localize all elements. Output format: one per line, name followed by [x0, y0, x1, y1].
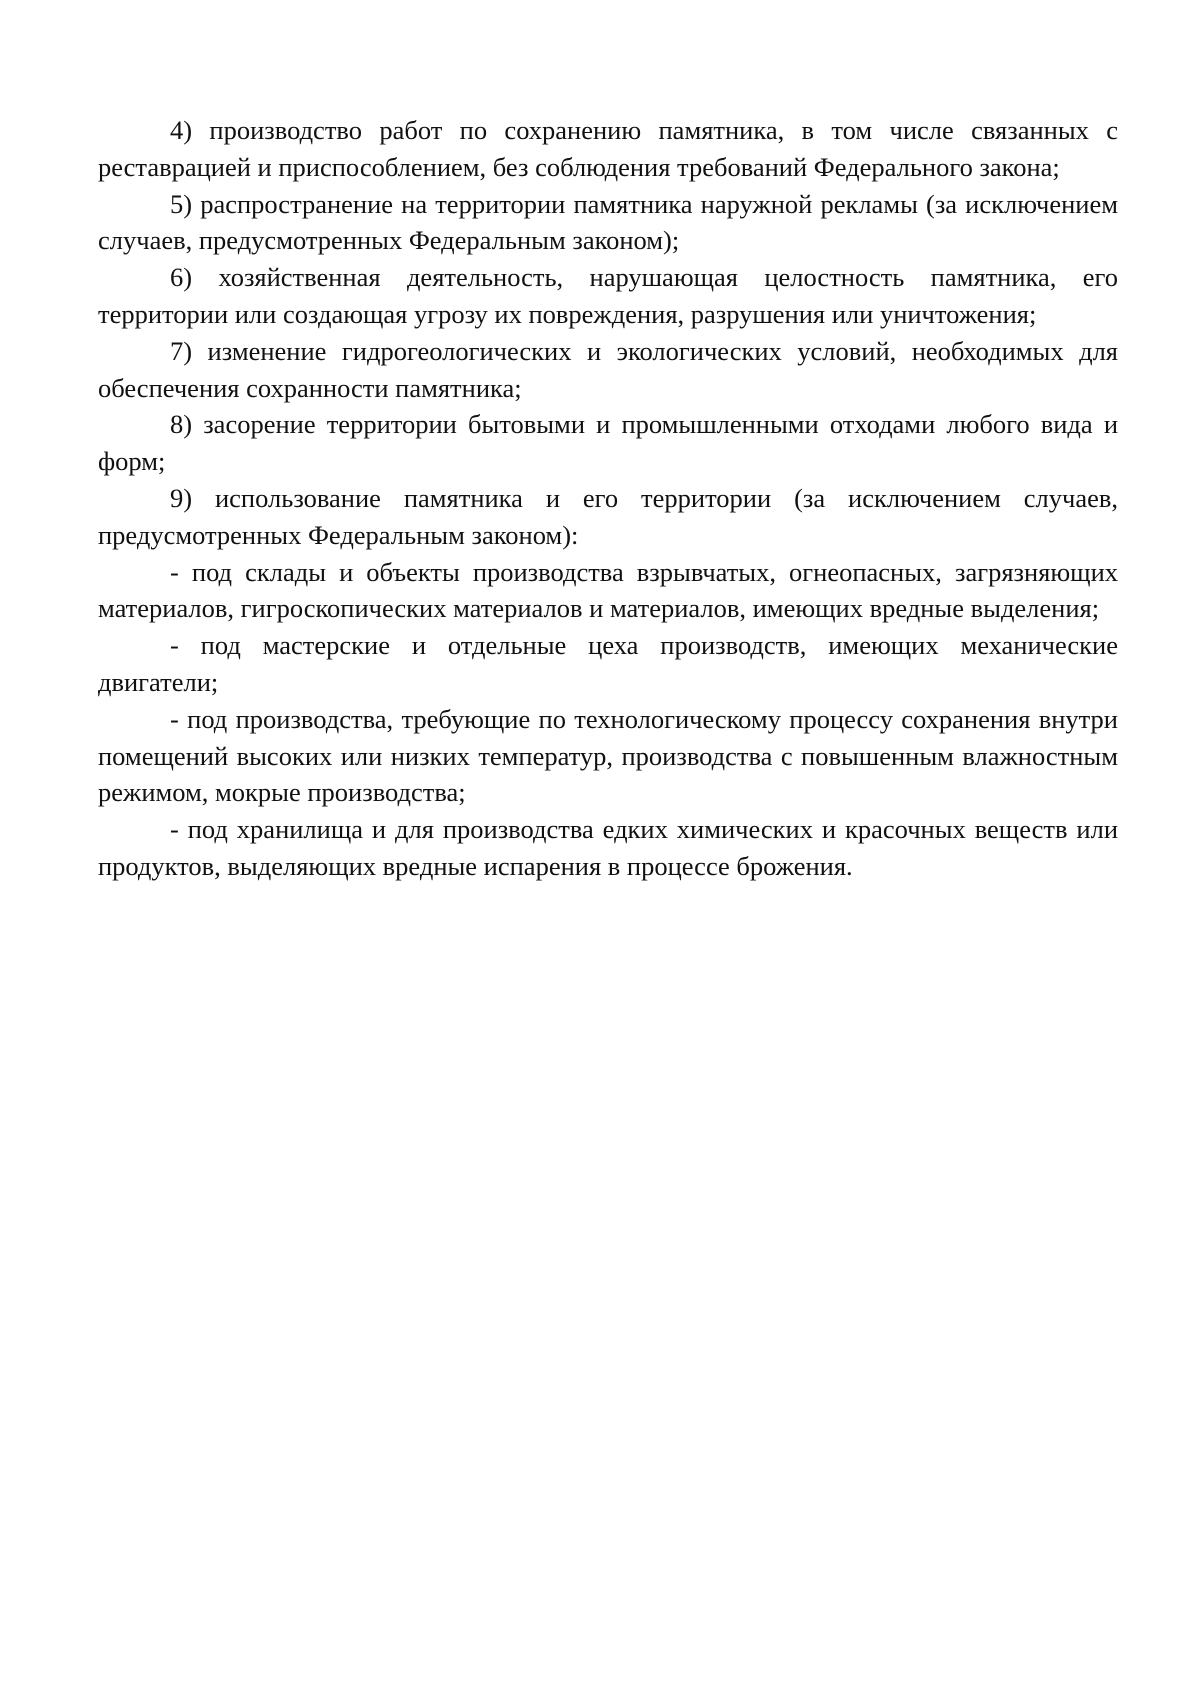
paragraph-item-6: 6) хозяйственная деятельность, нарушающая целостность памятника, его территории или создающая угрозу их повреждения, разрушения или уничтожения; — [98, 262, 1118, 329]
document-body — [98, 112, 1118, 885]
paragraph-subitem-chemical-storage: - под хранилища и для производства едких химических и красочных веществ или продуктов, выделяющих вредные испарения в процессе брожения. — [98, 814, 1118, 881]
paragraph-item-9: 9) использование памятника и его территории (за исключением случаев, предусмотренных Федеральным законом): — [98, 482, 1118, 550]
paragraph-item-4: 4) производство работ по сохранению памятника, в том числе связанных с реставрацией и приспособлением, без соблюдения требований Федерального закона; — [98, 115, 1118, 182]
paragraph-item-7: 7) изменение гидрогеологических и экологических условий, необходимых для обеспечения сохранности памятника; — [98, 335, 1118, 403]
paragraph-item-8: 8) засорение территории бытовыми и промышленными отходами любого вида и форм; — [98, 409, 1118, 477]
paragraph-subitem-temperature-production: - под производства, требующие по технологическому процессу сохранения внутри помещений высоких или низких температур, производства с повышенным влажностным режимом, мокрые производства; — [98, 703, 1118, 808]
paragraph-subitem-warehouses: - под склады и объекты производства взрывчатых, огнеопасных, загрязняющих материалов, гигроскопических материалов и материалов, имеющих вредные выделения; — [98, 556, 1118, 624]
paragraph-item-5: 5) распространение на территории памятника наружной рекламы (за исключением случаев, предусмотренных Федеральным законом); — [98, 188, 1118, 256]
paragraph-subitem-workshops: - под мастерские и отдельные цеха производств, имеющих механические двигатели; — [98, 630, 1118, 697]
